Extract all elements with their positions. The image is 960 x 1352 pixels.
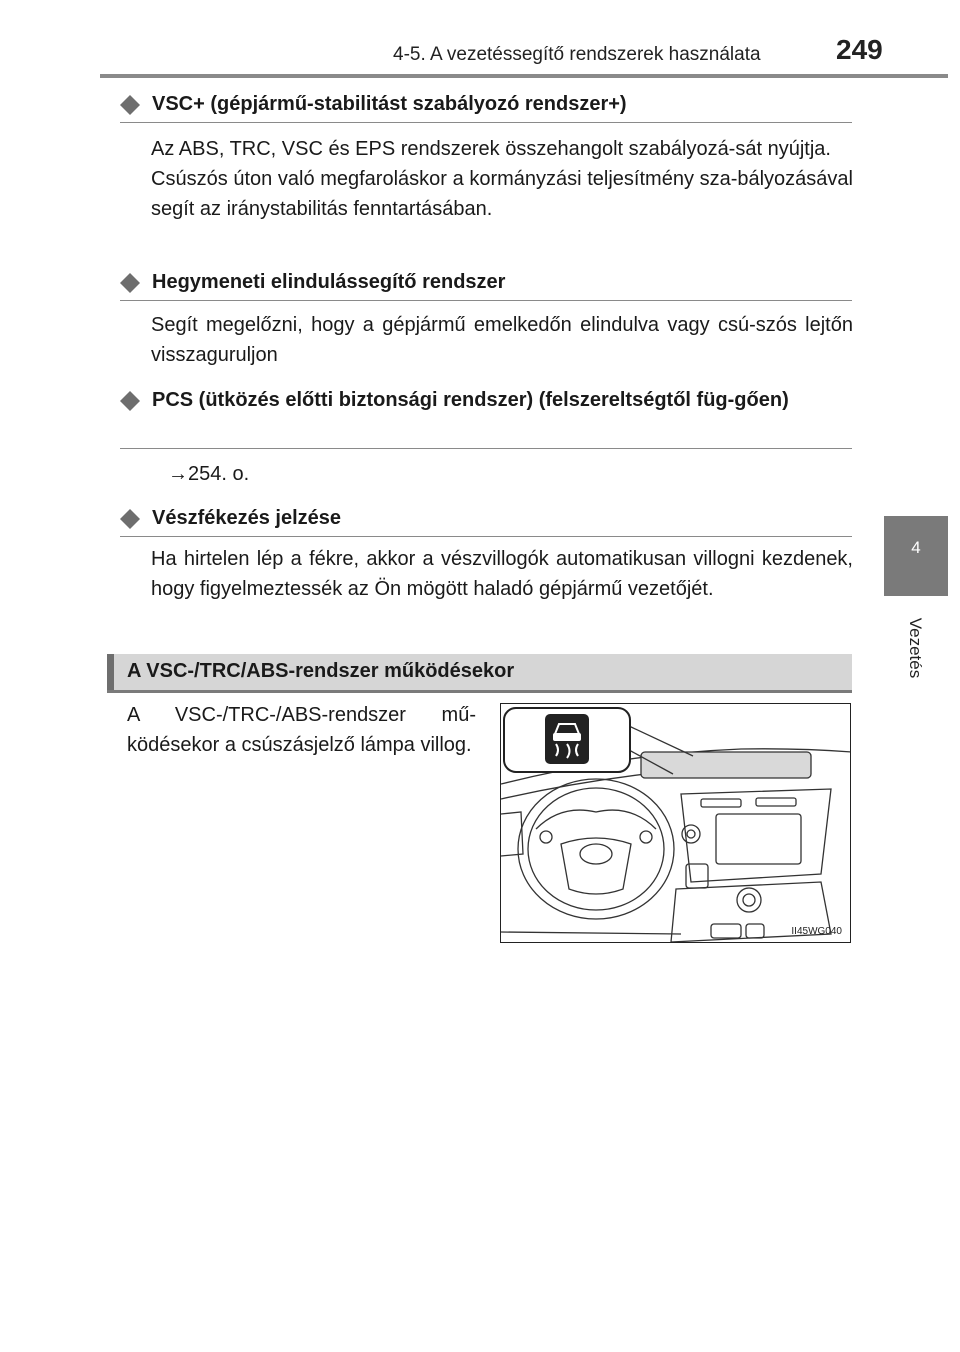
slip-indicator-icon	[545, 714, 589, 764]
section-body	[151, 134, 853, 224]
operation-paragraph: A VSC-/TRC-/ABS-rendszer mű-ködésekor a csúszásjelző lámpa villog.	[127, 704, 476, 756]
section-heading	[120, 502, 852, 537]
subsection-banner	[107, 654, 852, 693]
chapter-title: 4-5. A vezetéssegítő rendszerek használata	[393, 44, 761, 65]
page-number: 249	[836, 34, 883, 65]
chapter-tab-number: 4	[911, 538, 921, 557]
dashboard-drawing	[501, 704, 851, 943]
paragraph: Ha hirtelen lép a fékre, akkor a vészvillogók automatikusan villogni kezdenek, hogy figyelmeztessék az Ön mögött haladó gépjármű vezetőjét.	[151, 548, 853, 600]
paragraph: Csúszós úton való megfaroláskor a kormányzási teljesítmény sza-bályozásával segít az iránystabilitás fenntartásában.	[151, 168, 853, 220]
section-title: Vészfékezés jelzése	[152, 507, 342, 529]
paragraph: Segít megelőzni, hogy a gépjármű emelkedőn elindulva vagy csú-szós lejtőn visszaguruljon	[151, 314, 853, 366]
banner-accent-bar	[107, 654, 114, 690]
figure-code: II45WG040	[791, 926, 842, 937]
chapter-tab-label-box	[895, 608, 935, 688]
diamond-bullet-icon	[120, 509, 140, 529]
section-heading	[120, 88, 852, 123]
diamond-bullet-icon	[120, 391, 140, 411]
section-heading	[120, 266, 852, 301]
chapter-tab	[884, 516, 948, 596]
banner-title: A VSC-/TRC/ABS-rendszer működésekor	[127, 660, 515, 682]
paragraph: Az ABS, TRC, VSC és EPS rendszerek összehangolt szabályozá-sát nyújtja.	[151, 138, 831, 160]
page-reference: →254. o.	[168, 463, 250, 485]
section-title: VSC+ (gépjármű-stabilitást szabályozó rendszer+)	[152, 93, 627, 115]
diamond-bullet-icon	[120, 95, 140, 115]
section-body	[151, 310, 853, 370]
section-body	[151, 544, 853, 604]
section-title: PCS (ütközés előtti biztonsági rendszer) (felszereltségtől füg-gően)	[152, 389, 789, 411]
diamond-bullet-icon	[120, 273, 140, 293]
chapter-tab-label: Vezetés	[906, 617, 925, 679]
dashboard-illustration	[500, 703, 851, 943]
header-rule	[100, 74, 948, 78]
section-title: Hegymeneti elindulássegítő rendszer	[152, 271, 506, 293]
section-heading	[120, 384, 852, 449]
